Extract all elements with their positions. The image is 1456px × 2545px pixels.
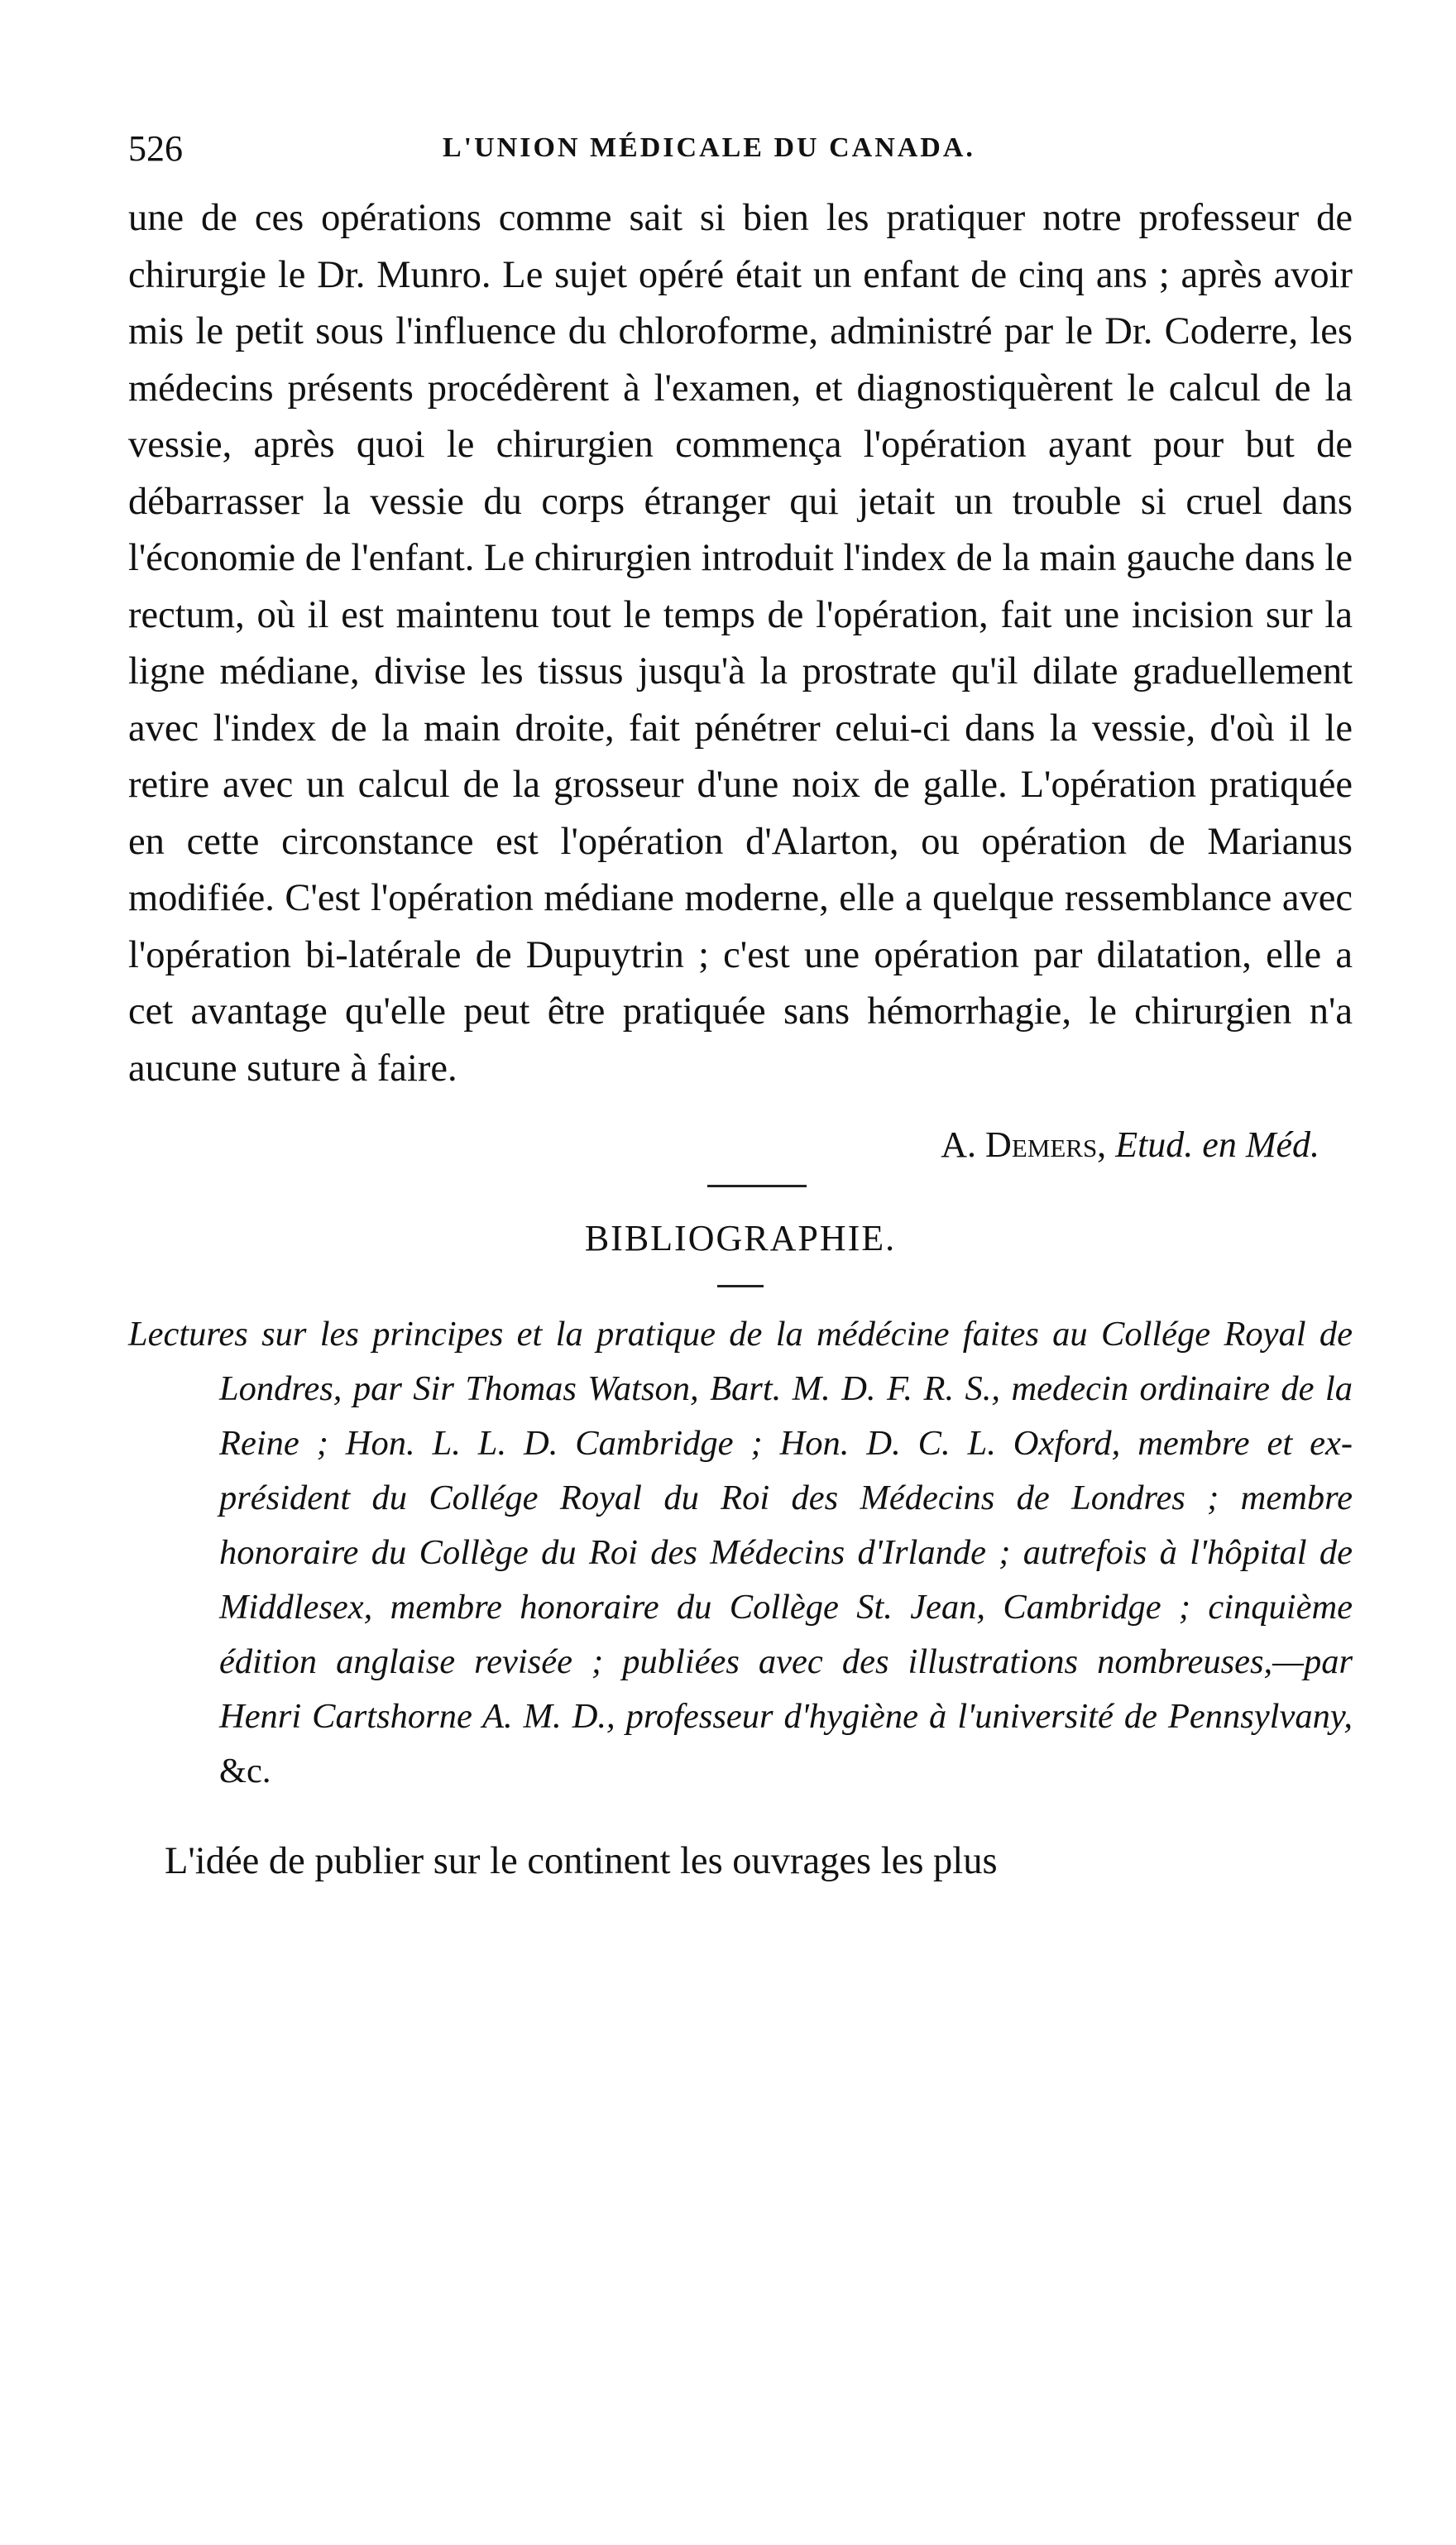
citation-text: Lectures sur les principes et la pratique de la médécine faites au Collége Royal de Londres, par Sir Thomas Watson, Bart. M. D. F. R. S., medecin ordinaire de la Reine ; Hon. L. L. D. Cambridge ; Hon. D. C. L. Oxford, membre et ex-président du Collége Royal du Roi des Médecins de Londres ; membre honoraire du Collège du Roi des Médecins d'Irlande ; autrefois à l'hôpital de Middlesex, membre honoraire du Collège St. Jean, Cambridge ; cinquième édition anglaise revisée ; publiées avec des illustrations nombreuses,—par Henri Cartshorne A. M. D., professeur d'hygiène à l'université de Pennsylvany, (128, 1315, 1353, 1736)
journal-title: L'UNION MÉDICALE DU CANADA. (443, 132, 975, 163)
document-page (128, 116, 1353, 1927)
signature-title: Etud. en Méd. (1115, 1124, 1320, 1165)
article-signature (128, 1120, 1353, 1170)
section-divider (707, 1185, 807, 1187)
bibliography-citation (128, 1307, 1353, 1799)
signature-name: A. Demers, (941, 1124, 1107, 1165)
citation-etc: &c. (219, 1752, 271, 1790)
page-number: 526 (128, 128, 183, 169)
section-heading: BIBLIOGRAPHIE. (584, 1218, 897, 1258)
article-paragraph: une de ces opérations comme sait si bien les pratiquer notre professeur de chirurgie le Dr. Munro. Le sujet opéré était un enfant de cinq ans ; après avoir mis le petit sous l'influence du chloroforme, administré par le Dr. Coderre, les médecins présents procédèrent à l'examen, et diagnostiquèrent le calcul de la vessie, après quoi le chirurgien commença l'opération ayant pour but de débarrasser la vessie du corps étranger qui jetait un trouble si cruel dans l'économie de l'enfant. Le chirurgien introduit l'index de la main gauche dans le rectum, où il est maintenu tout le temps de l'opération, fait une incision sur la ligne médiane, divise les tissus jusqu'à la prostrate qu'il dilate graduellement avec l'index de la main droite, fait pénétrer celui-ci dans la vessie, d'où il le retire avec un calcul de la grosseur d'une noix de galle. L'opération pratiquée en cette circonstance est l'opération d'Alarton, ou opération de Marianus modifiée. C'est l'opération médiane moderne, elle a quelque ressemblance avec l'opération bi-latérale de Dupuytrin ; c'est une opération par dilatation, elle a cet avantage qu'elle peut être pratiquée sans hémorrhagie, le chirurgien n'a aucune suture à faire. (128, 197, 1353, 1090)
bibliography-paragraph: L'idée de publier sur le continent les ouvrages les plus (165, 1839, 998, 1882)
running-header (128, 116, 1353, 174)
heading-divider (717, 1285, 764, 1287)
